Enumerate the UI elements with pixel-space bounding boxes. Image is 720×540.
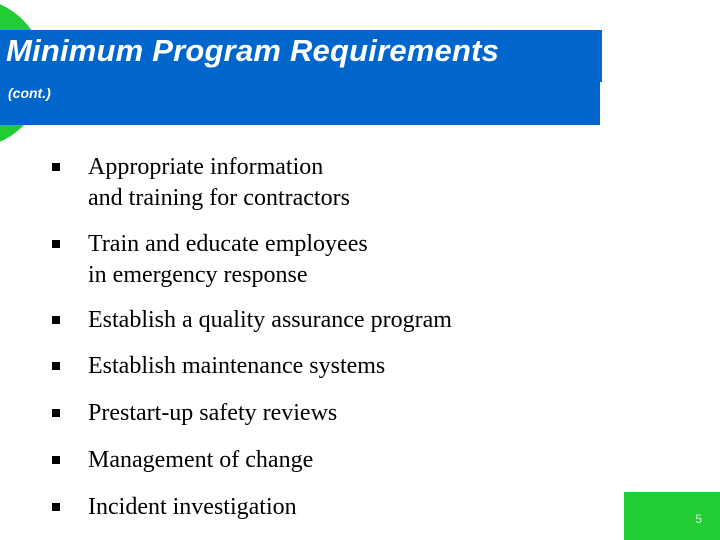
slide-subtitle: (cont.) [8, 85, 51, 101]
title-bar-notch [596, 30, 602, 82]
square-bullet-icon [52, 362, 60, 370]
square-bullet-icon [52, 409, 60, 417]
page-number-box [624, 492, 720, 540]
square-bullet-icon [52, 456, 60, 464]
bullet-text: Appropriate information and training for contractors [88, 154, 350, 211]
square-bullet-icon [52, 240, 60, 248]
slide-title: Minimum Program Requirements [6, 33, 500, 68]
bullet-text: Establish maintenance systems [88, 353, 386, 379]
square-bullet-icon [52, 316, 60, 324]
square-bullet-icon [52, 163, 60, 171]
bullet-text: Incident investigation [88, 494, 297, 520]
bullet-text: Management of change [88, 447, 314, 473]
bullet-text: Train and educate employees in emergency response [88, 231, 368, 288]
bullet-text: Prestart-up safety reviews [88, 400, 338, 426]
square-bullet-icon [52, 503, 60, 511]
page-number: 5 [695, 512, 702, 526]
bullet-text: Establish a quality assurance program [88, 307, 452, 333]
